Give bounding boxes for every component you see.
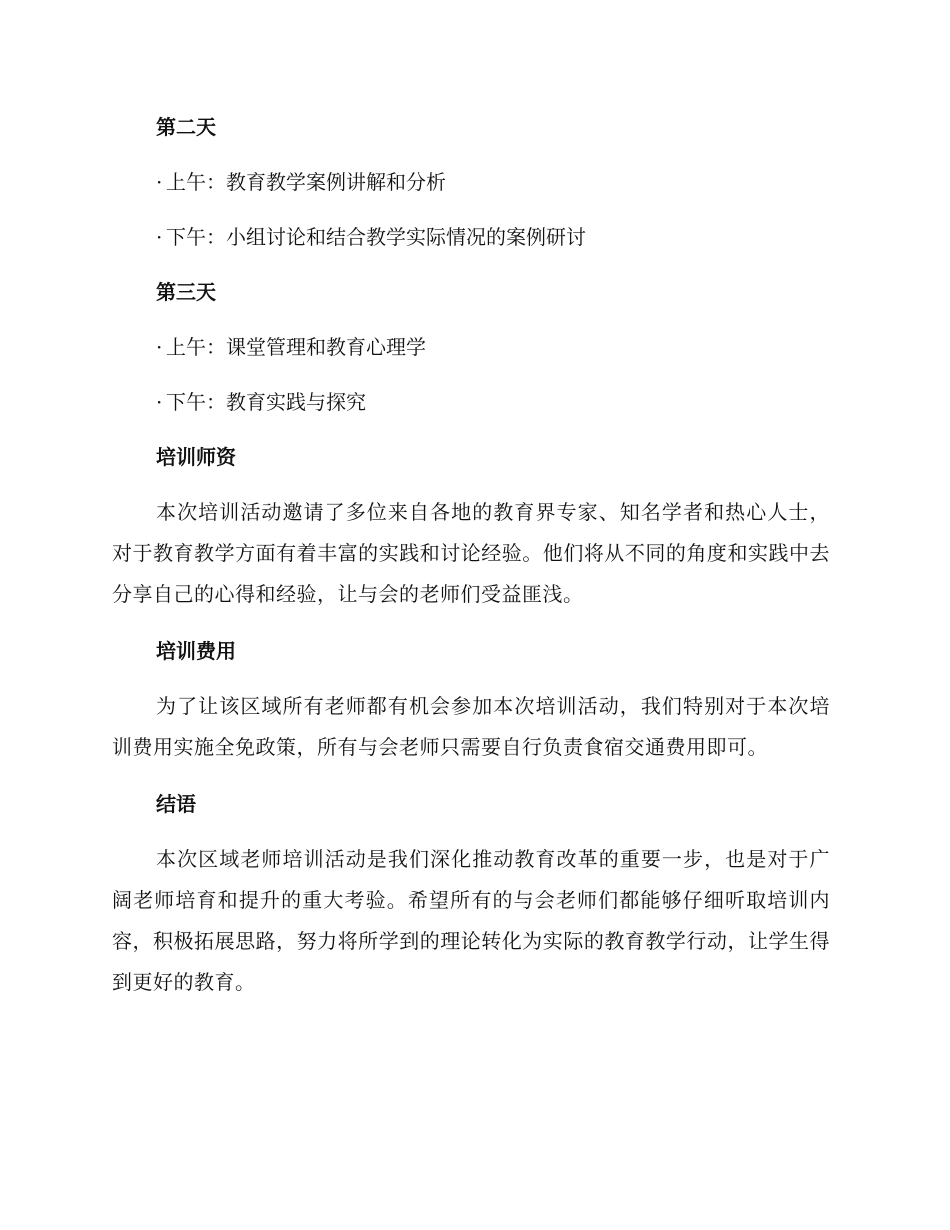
bullet-dot: ·	[156, 335, 163, 359]
day2-morning-text: 上午：教育教学案例讲解和分析	[166, 170, 446, 194]
bullet-dot: ·	[156, 390, 163, 414]
fees-heading: 培训费用	[156, 639, 236, 663]
day2-afternoon-item	[112, 218, 830, 256]
day2-morning-item	[112, 163, 830, 201]
teachers-paragraph: 本次培训活动邀请了多位来自各地的教育界专家、知名学者和热心人士，对于教育教学方面有着丰富的实践和讨论经验。他们将从不同的角度和实践中去分享自己的心得和经验，让与会的老师们受益匪浅。	[112, 500, 830, 606]
bullet-dot: ·	[156, 170, 163, 194]
conclusion-heading: 结语	[156, 792, 196, 816]
day3-morning-text: 上午：课堂管理和教育心理学	[166, 335, 426, 359]
fees-paragraph: 为了让该区域所有老师都有机会参加本次培训活动，我们特别对于本次培训费用实施全免政策，所有与会老师只需要自行负责食宿交通费用即可。	[112, 694, 830, 759]
conclusion-paragraph: 本次区域老师培训活动是我们深化推动教育改革的重要一步，也是对于广阔老师培育和提升的重大考验。希望所有的与会老师们都能够仔细听取培训内容，积极拓展思路，努力将所学到的理论转化为实际的教育教学行动，让学生得到更好的教育。	[112, 847, 830, 994]
day2-afternoon-text: 下午：小组讨论和结合教学实际情况的案例研讨	[166, 225, 586, 249]
day3-afternoon-text: 下午：教育实践与探究	[166, 390, 366, 414]
bullet-dot: ·	[156, 225, 163, 249]
day2-heading: 第二天	[156, 115, 216, 139]
day3-afternoon-item	[112, 383, 830, 421]
teachers-heading: 培训师资	[156, 445, 236, 469]
day3-morning-item	[112, 328, 830, 366]
day3-heading: 第三天	[156, 280, 216, 304]
